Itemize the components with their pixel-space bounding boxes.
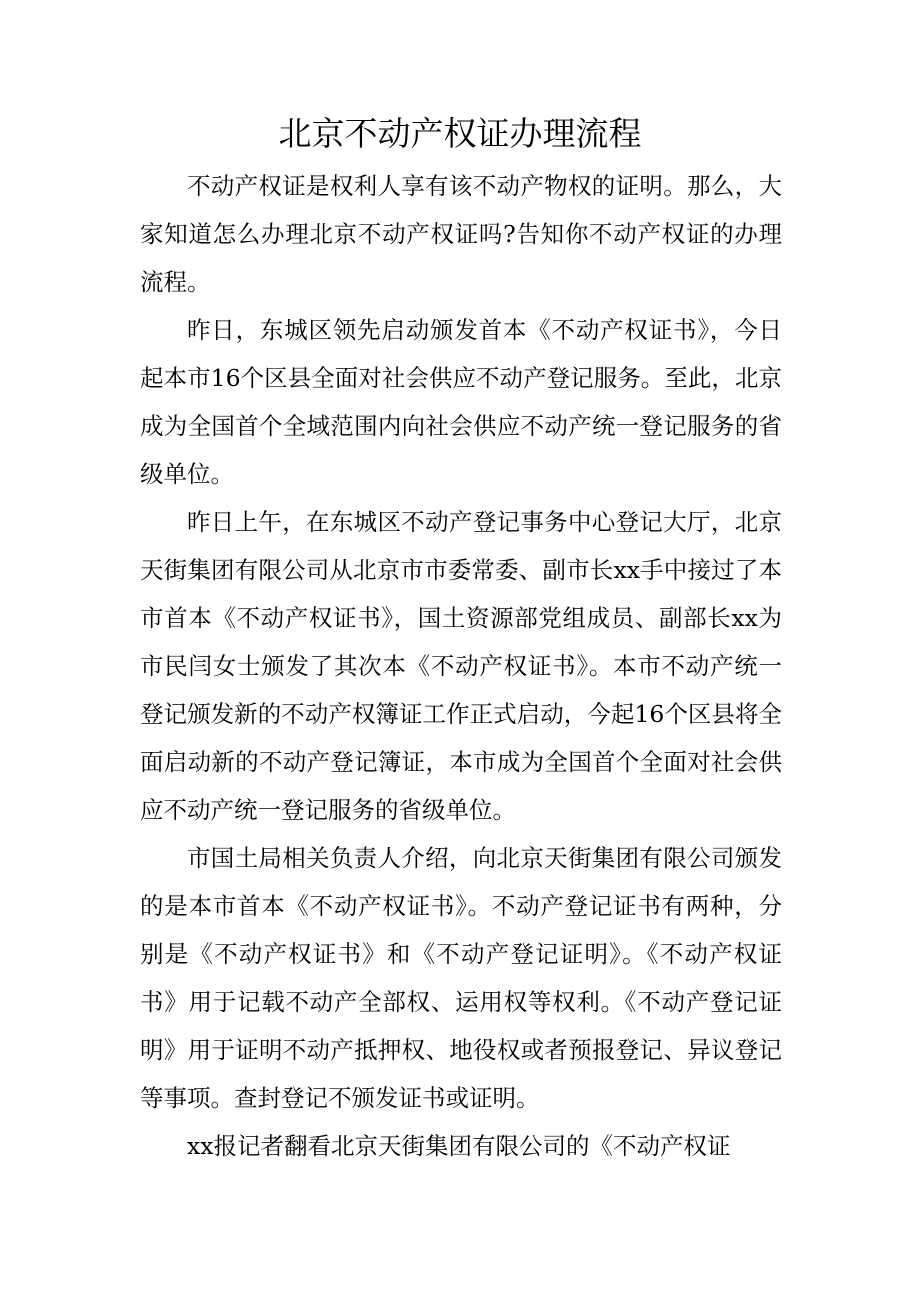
- document-title: 北京不动产权证办理流程: [278, 114, 642, 153]
- document-body: [140, 162, 782, 1170]
- paragraph-ceremony: 昨日上午，在东城区不动产登记事务中心登记大厅，北京天街集团有限公司从北京市市委常委、副市长xx手中接过了本市首本《不动产权证书》，国土资源部党组成员、副部长xx为市民闫女士颁发了其次本《不动产权证书》。本市不动产统一登记颁发新的不动产权簿证工作正式启动，今起16个区县将全面启动新的不动产登记簿证，本市成为全国首个全面对社会供应不动产统一登记服务的省级单位。: [140, 508, 782, 824]
- paragraph-reporter: xx报记者翻看北京天街集团有限公司的《不动产权证: [187, 1132, 731, 1160]
- paragraph-first-certificate: 昨日，东城区领先启动颁发首本《不动产权证书》，今日起本市16个区县全面对社会供应不动产登记服务。至此，北京成为全国首个全域范围内向社会供应不动产统一登记服务的省级单位。: [140, 316, 782, 488]
- paragraph-intro: 不动产权证是权利人享有该不动产物权的证明。那么，大家知道怎么办理北京不动产权证吗?告知你不动产权证的办理流程。: [140, 172, 782, 296]
- paragraph-certificate-types: 市国土局相关负责人介绍，向北京天街集团有限公司颁发的是本市首本《不动产权证书》。不动产登记证书有两种，分别是《不动产权证书》和《不动产登记证明》。《不动产权证书》用于记载不动产全部权、运用权等权利。《不动产登记证明》用于证明不动产抵押权、地役权或者预报登记、异议登记等事项。查封登记不颁发证书或证明。: [140, 844, 782, 1112]
